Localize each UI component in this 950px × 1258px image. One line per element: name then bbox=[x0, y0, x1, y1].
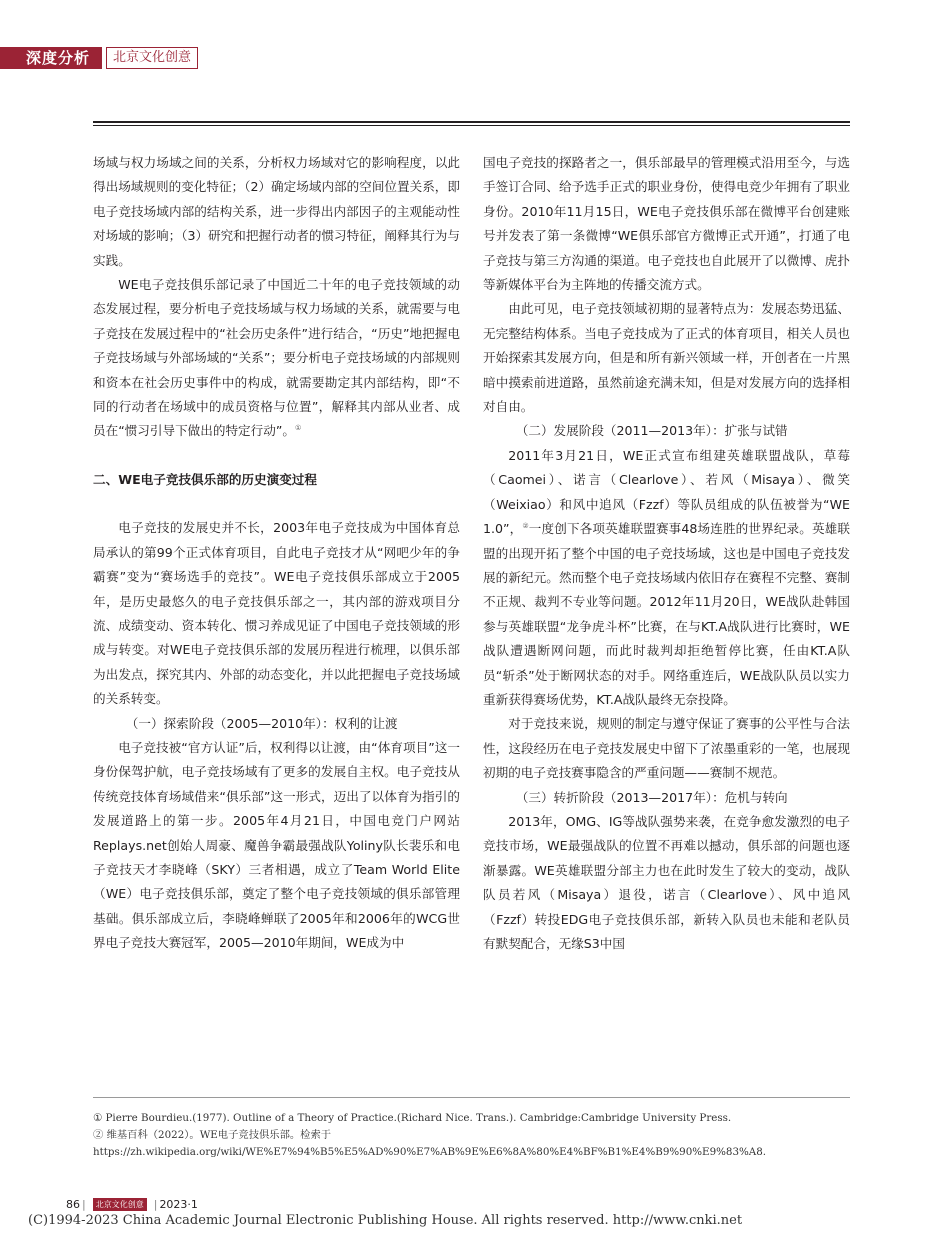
right-paragraph-3b: 一度创下各项英雄联盟赛事48场连胜的世界纪录。英雄联盟的出现开拓了整个中国的电子竞技场域，这也是中国电子竞技发展的新纪元。然而整个电子竞技场域内依旧存在赛程不完整、赛制不正规、裁判不专业等问题。2012年11月20日，WE战队赴韩国参与英雄联盟“龙争虎斗杯”比赛，在与KT.A战队进行比赛时，WE战队遭遇断网问题，而此时裁判却拒绝暂停比赛，任由KT.A队员“斩杀”处于断网状态的对手。网络重连后，WE战队队员以实力重新获得赛场优势，KT.A战队最终无奈投降。 bbox=[483, 521, 850, 707]
right-paragraph-2: 由此可见，电子竞技领域初期的显著特点为：发展态势迅猛、无完整结构体系。当电子竞技成为了正式的体育项目，相关人员也开始探索其发展方向，但是和所有新兴领域一样，开创者在一片黑暗中摸索前进道路，虽然前途充满未知，但是对发展方向的选择相对自由。 bbox=[483, 301, 850, 415]
footnote-2: ② 维基百科（2022）。WE电子竞技俱乐部。检索于https://zh.wikipedia.org/wiki/WE%E7%94%B5%E5%AD%90%E7%AB%9E%E6%8A%80%E4%BF%B1%E4%B9%90%E9%83%A8. bbox=[93, 1129, 767, 1158]
section-header bbox=[0, 47, 198, 69]
footnote-ref-1[interactable]: ① bbox=[294, 424, 302, 433]
subheading-2: （二）发展阶段（2011—2013年）：扩张与试错 bbox=[515, 423, 788, 439]
left-paragraph-1: 场域与权力场域之间的关系，分析权力场域对它的影响程度，以此得出场域规则的变化特征；（2）确定场域内部的空间位置关系，即电子竞技场域内部的结构关系，进一步得出内部因子的主观能动性对场域的影响；（3）研究和把握行动者的惯习特征，阐释其行为与实践。 bbox=[93, 155, 460, 268]
section-heading: 二、WE电子竞技俱乐部的历史演变过程 bbox=[93, 471, 317, 487]
section-title: 深度分析 bbox=[0, 47, 102, 69]
top-rule-thin bbox=[93, 125, 850, 126]
left-column bbox=[93, 151, 460, 956]
page-footer bbox=[66, 1198, 198, 1211]
right-paragraph-1: 国电子竞技的探路者之一，俱乐部最早的管理模式沿用至今，与选手签订合同、给予选手正式的职业身份，使得电竞少年拥有了职业身份。2010年11月15日，WE电子竞技俱乐部在微博平台创建账号并发表了第一条微博“WE俱乐部官方微博正式开通”，打通了电子竞技与第三方沟通的渠道。电子竞技也自此展开了以微博、虎扑等新媒体平台为主阵地的传播交流方式。 bbox=[483, 155, 850, 293]
footnote-1: ① Pierre Bourdieu.(1977). Outline of a Theory of Practice.(Richard Nice. Trans.). Cambridge:Cambridge University Press. bbox=[93, 1112, 732, 1124]
left-paragraph-3: 电子竞技的发展史并不长，2003年电子竞技成为中国体育总局承认的第99个正式体育项目，自此电子竞技才从“网吧少年的争霸赛”变为“赛场选手的竞技”。WE电子竞技俱乐部成立于2005年，是历史最悠久的电子竞技俱乐部之一，其内部的游戏项目分流、成绩变动、资本转化、惯习养成见证了中国电子竞技领域的形成与转变。对WE电子竞技俱乐部的发展历程进行梳理，以俱乐部为出发点，探究其内、外部的动态变化，并以此把握电子竞技场域的关系转变。 bbox=[93, 520, 460, 707]
left-paragraph-2-text: WE电子竞技俱乐部记录了中国近二十年的电子竞技领域的动态发展过程，要分析电子竞技场域与权力场域的关系，就需要与电子竞技在发展过程中的“社会历史条件”进行结合，“历史”地把握电子竞技场域与外部场域的“关系”；要分析电子竞技场域的内部规则和资本在社会历史事件中的构成，就需要勘定其内部结构，即“不同的行动者在场域中的成员资格与位置”，解释其内部从业者、成员在“惯习引导下做出的特定行动”。 bbox=[93, 277, 460, 439]
right-paragraph-5: 2013年，OMG、IG等战队强势来袭，在竞争愈发激烈的电子竞技市场，WE最强战队的位置不再难以撼动，俱乐部的问题也逐渐暴露。WE英雄联盟分部主力也在此时发生了较大的变动，战队队员若风（Misaya）退役，诺言（Clearlove）、风中追风（Fzzf）转投EDG电子竞技俱乐部，新转入队员也未能和老队员有默契配合，无缘S3中国 bbox=[483, 813, 850, 951]
subheading-3: （三）转折阶段（2013—2017年）：危机与转向 bbox=[515, 789, 788, 805]
issue-number: 2023·1 bbox=[159, 1198, 198, 1211]
footnote-ref-2[interactable]: ② bbox=[522, 521, 529, 530]
footer-separator: | bbox=[82, 1198, 86, 1211]
right-paragraph-4: 对于竞技来说，规则的制定与遵守保证了赛事的公平性与合法性，这段经历在电子竞技发展史中留下了浓墨重彩的一笔，也展现初期的电子竞技赛事隐含的严重问题——赛制不规范。 bbox=[483, 716, 850, 781]
journal-logo: 北京文化创意 bbox=[93, 1198, 147, 1211]
right-column bbox=[483, 151, 850, 956]
page-number: 86 bbox=[66, 1198, 80, 1211]
subheading-1: （一）探索阶段（2005—2010年）：权利的让渡 bbox=[125, 715, 398, 731]
footnotes bbox=[93, 1110, 850, 1161]
right-paragraph-3 bbox=[483, 444, 850, 712]
column-name: 北京文化创意 bbox=[106, 47, 198, 69]
copyright-notice: (C)1994-2023 China Academic Journal Electronic Publishing House. All rights reserved. http://www.cnki.net bbox=[28, 1213, 743, 1228]
left-paragraph-4: 电子竞技被“官方认证”后，权利得以让渡，由“体育项目”这一身份保驾护航，电子竞技场域有了更多的发展自主权。电子竞技从传统竞技体育场域借来“俱乐部”这一形式，迈出了以体育为指引的发展道路上的第一步。2005年4月21日，中国电竞门户网站Replays.net创始人周豪、魔兽争霸最强战队Yoliny队长裴乐和电子竞技天才李晓峰（SKY）三者相遇，成立了Team World Elite（WE）电子竞技俱乐部，奠定了整个电子竞技领域的俱乐部管理基础。俱乐部成立后，李晓峰蝉联了2005年和2006年的WCG世界电子竞技大赛冠军，2005—2010年期间，WE成为中 bbox=[93, 739, 460, 951]
footer-separator: | bbox=[153, 1198, 158, 1211]
footnote-rule bbox=[93, 1097, 850, 1098]
top-rule bbox=[93, 121, 850, 123]
right-paragraph-3a: 2011年3月21日，WE正式宣布组建英雄联盟战队，草莓（Caomei）、诺言（Clearlove）、若风（Misaya）、微笑（Weixiao）和风中追风（Fzzf）等队员组成的队伍被誉为“WE 1.0”， bbox=[483, 447, 850, 537]
left-paragraph-2 bbox=[93, 273, 460, 444]
